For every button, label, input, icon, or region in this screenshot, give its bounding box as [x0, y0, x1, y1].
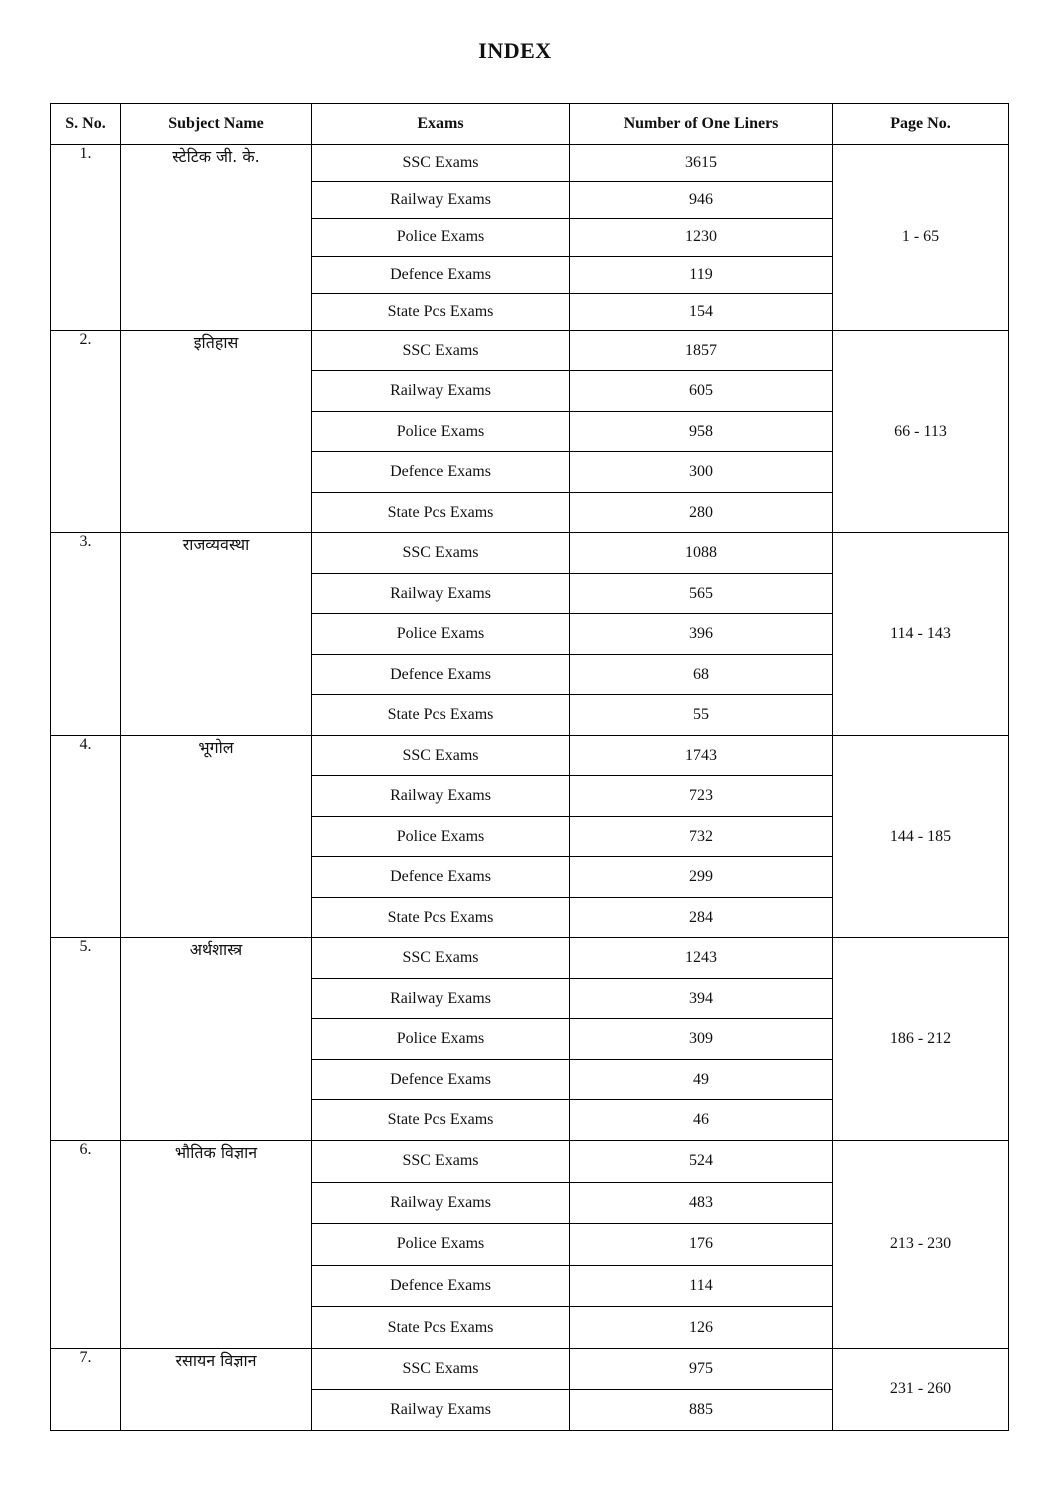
one-liner-count: 55	[570, 695, 833, 736]
subject-name: इतिहास	[121, 330, 312, 533]
subject-name: भूगोल	[121, 735, 312, 938]
exam-name: State Pcs Exams	[312, 695, 570, 736]
serial-number: 1.	[51, 145, 121, 331]
table-row	[51, 1140, 1009, 1182]
subject-name: अर्थशास्त्र	[121, 938, 312, 1141]
one-liner-count: 300	[570, 452, 833, 493]
exam-name: Police Exams	[312, 1224, 570, 1266]
table-row	[51, 735, 1009, 776]
page-range: 1 - 65	[833, 145, 1009, 331]
index-table	[50, 103, 1009, 1431]
exam-name: Railway Exams	[312, 1182, 570, 1224]
page-title: INDEX	[478, 38, 552, 63]
exam-name: Defence Exams	[312, 857, 570, 898]
exam-name: Police Exams	[312, 411, 570, 452]
subject-name: स्टेटिक जी. के.	[121, 145, 312, 331]
page-range: 66 - 113	[833, 330, 1009, 533]
one-liner-count: 732	[570, 816, 833, 857]
exam-name: Defence Exams	[312, 1059, 570, 1100]
one-liner-count: 483	[570, 1182, 833, 1224]
exam-name: Defence Exams	[312, 452, 570, 493]
exam-name: Police Exams	[312, 1019, 570, 1060]
one-liner-count: 46	[570, 1100, 833, 1141]
exam-name: Defence Exams	[312, 1265, 570, 1307]
one-liner-count: 723	[570, 776, 833, 817]
table-row	[51, 533, 1009, 574]
table-row	[51, 938, 1009, 979]
table-row	[51, 1348, 1009, 1389]
exam-name: State Pcs Exams	[312, 1307, 570, 1349]
page-range: 213 - 230	[833, 1140, 1009, 1348]
one-liner-count: 524	[570, 1140, 833, 1182]
exam-name: SSC Exams	[312, 1348, 570, 1389]
exam-name: Railway Exams	[312, 776, 570, 817]
header-subject: Subject Name	[121, 104, 312, 145]
one-liner-count: 565	[570, 573, 833, 614]
subject-name: रसायन विज्ञान	[121, 1348, 312, 1430]
serial-number: 6.	[51, 1140, 121, 1348]
index-body	[51, 145, 1009, 1431]
one-liner-count: 946	[570, 182, 833, 219]
one-liner-count: 1088	[570, 533, 833, 574]
serial-number: 5.	[51, 938, 121, 1141]
one-liner-count: 309	[570, 1019, 833, 1060]
one-liner-count: 119	[570, 256, 833, 293]
exam-name: SSC Exams	[312, 1140, 570, 1182]
one-liner-count: 1743	[570, 735, 833, 776]
header-page: Page No.	[833, 104, 1009, 145]
exam-name: State Pcs Exams	[312, 492, 570, 533]
exam-name: SSC Exams	[312, 330, 570, 371]
one-liner-count: 605	[570, 371, 833, 412]
one-liner-count: 3615	[570, 145, 833, 182]
serial-number: 4.	[51, 735, 121, 938]
one-liner-count: 68	[570, 654, 833, 695]
serial-number: 3.	[51, 533, 121, 736]
header-count: Number of One Liners	[570, 104, 833, 145]
exam-name: Defence Exams	[312, 256, 570, 293]
exam-name: State Pcs Exams	[312, 897, 570, 938]
one-liner-count: 176	[570, 1224, 833, 1266]
exam-name: State Pcs Exams	[312, 293, 570, 330]
exam-name: SSC Exams	[312, 533, 570, 574]
exam-name: Police Exams	[312, 219, 570, 256]
exam-name: Railway Exams	[312, 182, 570, 219]
one-liner-count: 975	[570, 1348, 833, 1389]
serial-number: 2.	[51, 330, 121, 533]
exam-name: Railway Exams	[312, 371, 570, 412]
one-liner-count: 396	[570, 614, 833, 655]
page-range: 231 - 260	[833, 1348, 1009, 1430]
one-liner-count: 394	[570, 978, 833, 1019]
exam-name: State Pcs Exams	[312, 1100, 570, 1141]
subject-name: भौतिक विज्ञान	[121, 1140, 312, 1348]
one-liner-count: 1857	[570, 330, 833, 371]
exam-name: Railway Exams	[312, 978, 570, 1019]
one-liner-count: 1243	[570, 938, 833, 979]
exam-name: SSC Exams	[312, 145, 570, 182]
one-liner-count: 114	[570, 1265, 833, 1307]
one-liner-count: 280	[570, 492, 833, 533]
one-liner-count: 299	[570, 857, 833, 898]
one-liner-count: 885	[570, 1389, 833, 1430]
one-liner-count: 284	[570, 897, 833, 938]
exam-name: Defence Exams	[312, 654, 570, 695]
page-range: 144 - 185	[833, 735, 1009, 938]
exam-name: Police Exams	[312, 816, 570, 857]
one-liner-count: 49	[570, 1059, 833, 1100]
exam-name: Railway Exams	[312, 573, 570, 614]
exam-name: Railway Exams	[312, 1389, 570, 1430]
serial-number: 7.	[51, 1348, 121, 1430]
header-exams: Exams	[312, 104, 570, 145]
one-liner-count: 958	[570, 411, 833, 452]
page-range: 114 - 143	[833, 533, 1009, 736]
header-row	[51, 104, 1009, 145]
exam-name: SSC Exams	[312, 938, 570, 979]
exam-name: SSC Exams	[312, 735, 570, 776]
table-row	[51, 145, 1009, 182]
page-range: 186 - 212	[833, 938, 1009, 1141]
one-liner-count: 154	[570, 293, 833, 330]
exam-name: Police Exams	[312, 614, 570, 655]
subject-name: राजव्यवस्था	[121, 533, 312, 736]
header-sno: S. No.	[51, 104, 121, 145]
one-liner-count: 126	[570, 1307, 833, 1349]
one-liner-count: 1230	[570, 219, 833, 256]
table-row	[51, 330, 1009, 371]
